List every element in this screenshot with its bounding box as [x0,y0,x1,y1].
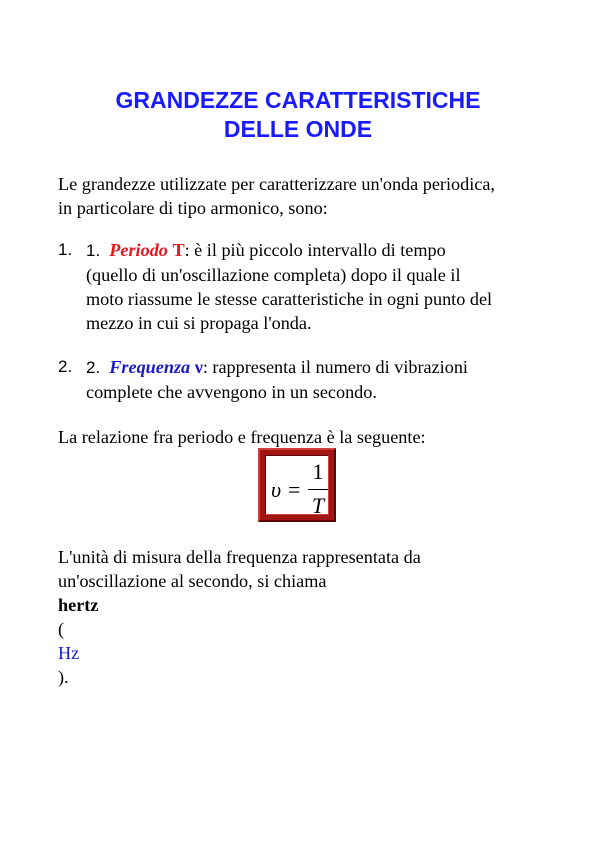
hz-unit: Hz [58,643,80,663]
list-item-body-period [86,238,556,335]
frequency-first-line-rest: : rappresenta il numero di vibrazioni [202,357,468,377]
period-first-line-rest: : è il più piccolo intervallo di tempo [184,240,446,260]
formula-denominator: T [311,493,325,518]
formula-equals: = [288,477,301,502]
period-term: Periodo [109,240,168,260]
period-line-3: moto riassume le stesse caratteristiche in ogni punto del [86,289,493,309]
list-item-body-frequency [86,355,556,404]
frequency-symbol: ν [194,357,203,377]
outro-paragraph [58,545,558,689]
outro-line-2-text: un'oscillazione al secondo, si chiama [58,571,327,591]
formula-lhs: υ [271,477,282,502]
period-first-line [86,238,556,263]
formula-frame [258,448,336,522]
period-line-4: mezzo in cui si propaga l'onda. [86,313,312,333]
formula-fraction-bar [308,489,328,490]
frequency-term: Frequenza [109,357,191,377]
relation-text: La relazione fra periodo e frequenza è la seguente: [58,427,426,447]
list-marker-1: 1. [58,240,73,259]
page-title-line-1: GRANDEZZE CARATTERISTICHE [115,87,481,113]
hertz-term: hertz [58,595,99,615]
intro-line-1: Le grandezze utilizzate per caratterizzare un'onda periodica, [58,174,495,194]
frequency-first-line [86,355,556,380]
item-number-1: 1. [86,241,101,260]
frequency-line-2: complete che avvengono in un secondo. [86,382,377,402]
period-symbol: T [172,240,185,260]
intro-line-2: in particolare di tipo armonico, sono: [58,198,328,218]
outro-paren-close: ). [58,667,69,687]
page-title [0,86,596,144]
outro-paren-open: ( [58,619,65,639]
item-number-2: 2. [86,358,101,377]
formula [265,455,329,518]
formula-numerator: 1 [312,459,324,484]
page-title-line-2: DELLE ONDE [223,116,373,142]
outro-line-2 [58,569,558,689]
list-marker-2: 2. [58,357,73,376]
period-line-2: (quello di un'oscillazione completa) dopo il quale il [86,265,461,285]
outro-line-1: L'unità di misura della frequenza rappresentata da [58,547,421,567]
intro-paragraph [58,172,558,220]
